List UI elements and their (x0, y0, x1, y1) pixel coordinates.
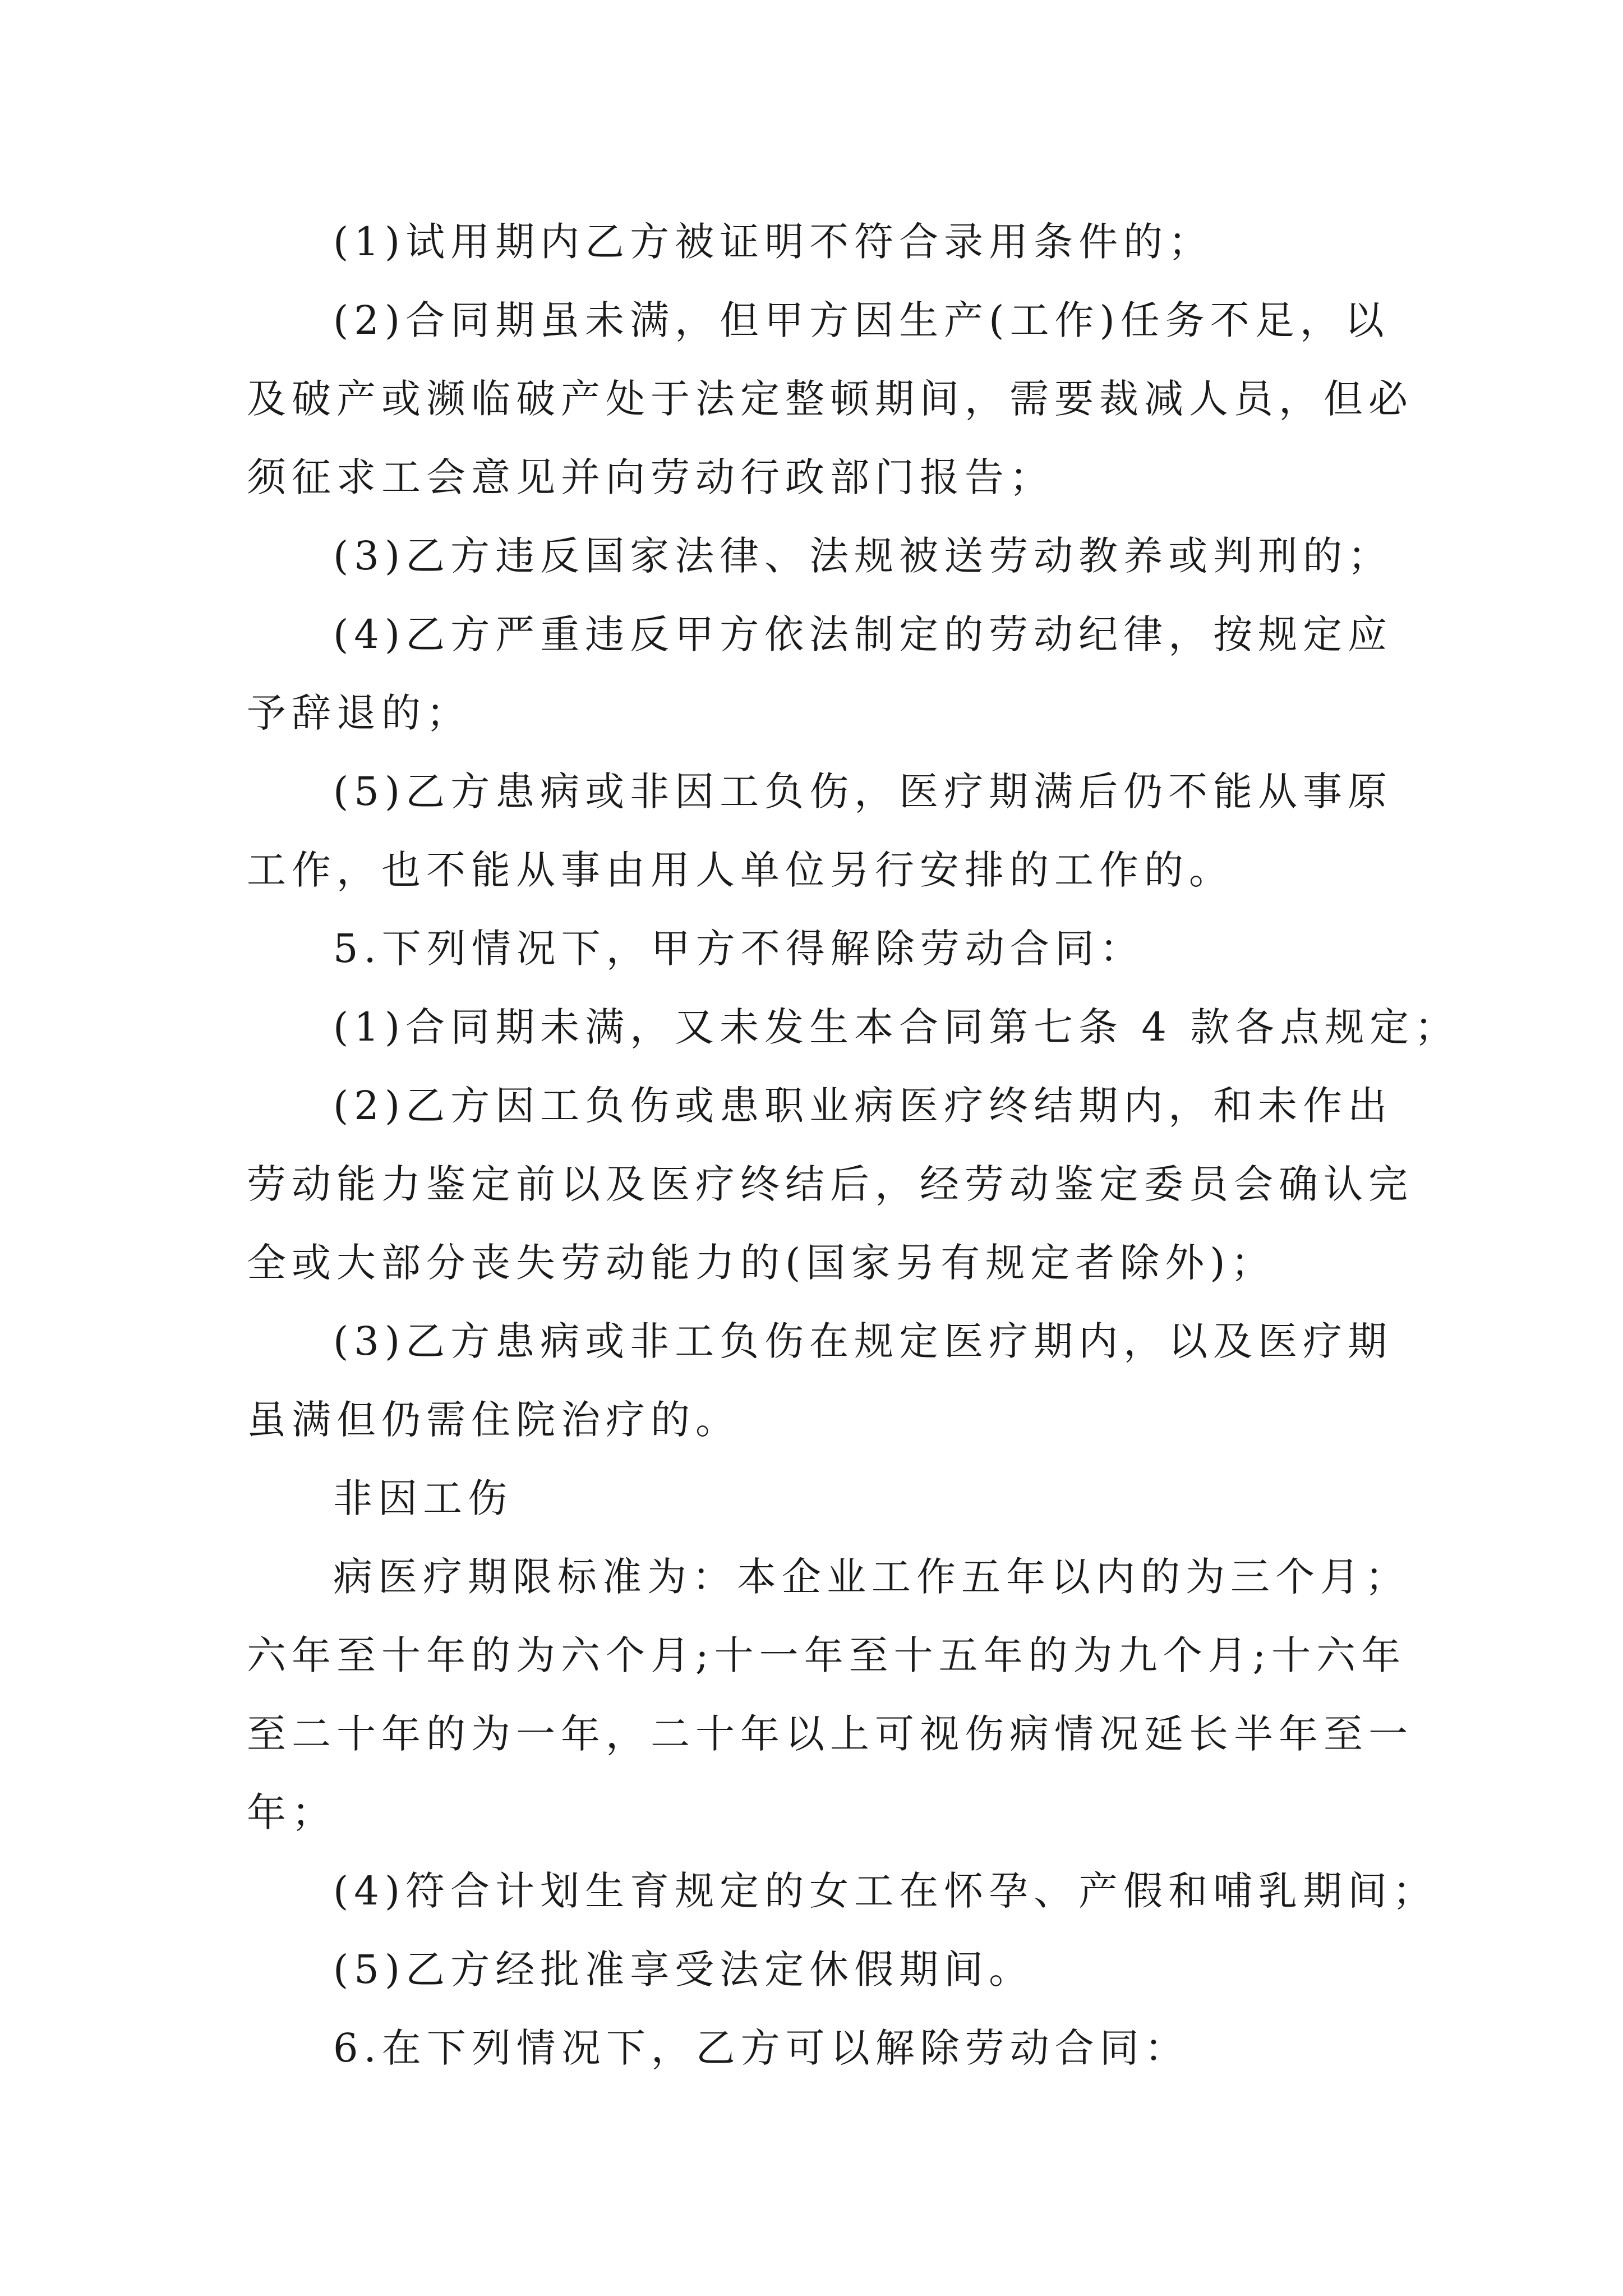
text-line: (3)乙方患病或非工负伤在规定医疗期内，以及医疗期 (333, 1318, 1393, 1364)
text-line: (4)乙方严重违反甲方依法制定的劳动纪律，按规定应 (333, 611, 1393, 657)
text-line: (2)乙方因工负伤或患职业病医疗终结期内，和未作出 (333, 1083, 1393, 1129)
text-line: 虽满但仍需住院治疗的。 (247, 1397, 740, 1443)
text-line: 工作，也不能从事由用人单位另行安排的工作的。 (247, 847, 1234, 893)
text-line: 至二十年的为一年，二十年以上可视伤病情况延长半年至一 (247, 1711, 1413, 1757)
text-line: 年； (247, 1789, 336, 1835)
text-line: 劳动能力鉴定前以及医疗终结后，经劳动鉴定委员会确认完 (247, 1161, 1413, 1207)
text-line: 予辞退的； (247, 690, 471, 736)
text-line: 病医疗期限标准为：本企业工作五年以内的为三个月； (333, 1554, 1410, 1600)
text-line: (5)乙方经批准享受法定休假期间。 (333, 1947, 1034, 1993)
text-line: (1)合同期未满，又未发生本合同第七条 4 款各点规定； (333, 1004, 1460, 1050)
text-line: (1)试用期内乙方被证明不符合录用条件的； (333, 219, 1214, 265)
text-line: (2)合同期虽未满，但甲方因生产(工作)任务不足，以 (333, 297, 1390, 343)
text-line: 及破产或濒临破产处于法定整顿期间，需要裁减人员，但必 (247, 376, 1413, 422)
text-line: 6.在下列情况下，乙方可以解除劳动合同： (333, 2025, 1189, 2071)
text-line: (3)乙方违反国家法律、法规被送劳动教养或判刑的； (333, 533, 1393, 579)
text-line: 六年至十年的为六个月;十一年至十五年的为九个月;十六年 (247, 1632, 1407, 1678)
text-line: 非因工伤 (333, 1475, 513, 1521)
text-line: 须征求工会意见并向劳动行政部门报告； (247, 454, 1054, 500)
text-line: 全或大部分丧失劳动能力的(国家另有规定者除外)； (247, 1240, 1276, 1286)
text-line: 5.下列情况下，甲方不得解除劳动合同： (333, 926, 1145, 972)
text-line: (5)乙方患病或非因工负伤，医疗期满后仍不能从事原 (333, 769, 1393, 815)
text-line: (4)符合计划生育规定的女工在怀孕、产假和哺乳期间； (333, 1868, 1438, 1914)
